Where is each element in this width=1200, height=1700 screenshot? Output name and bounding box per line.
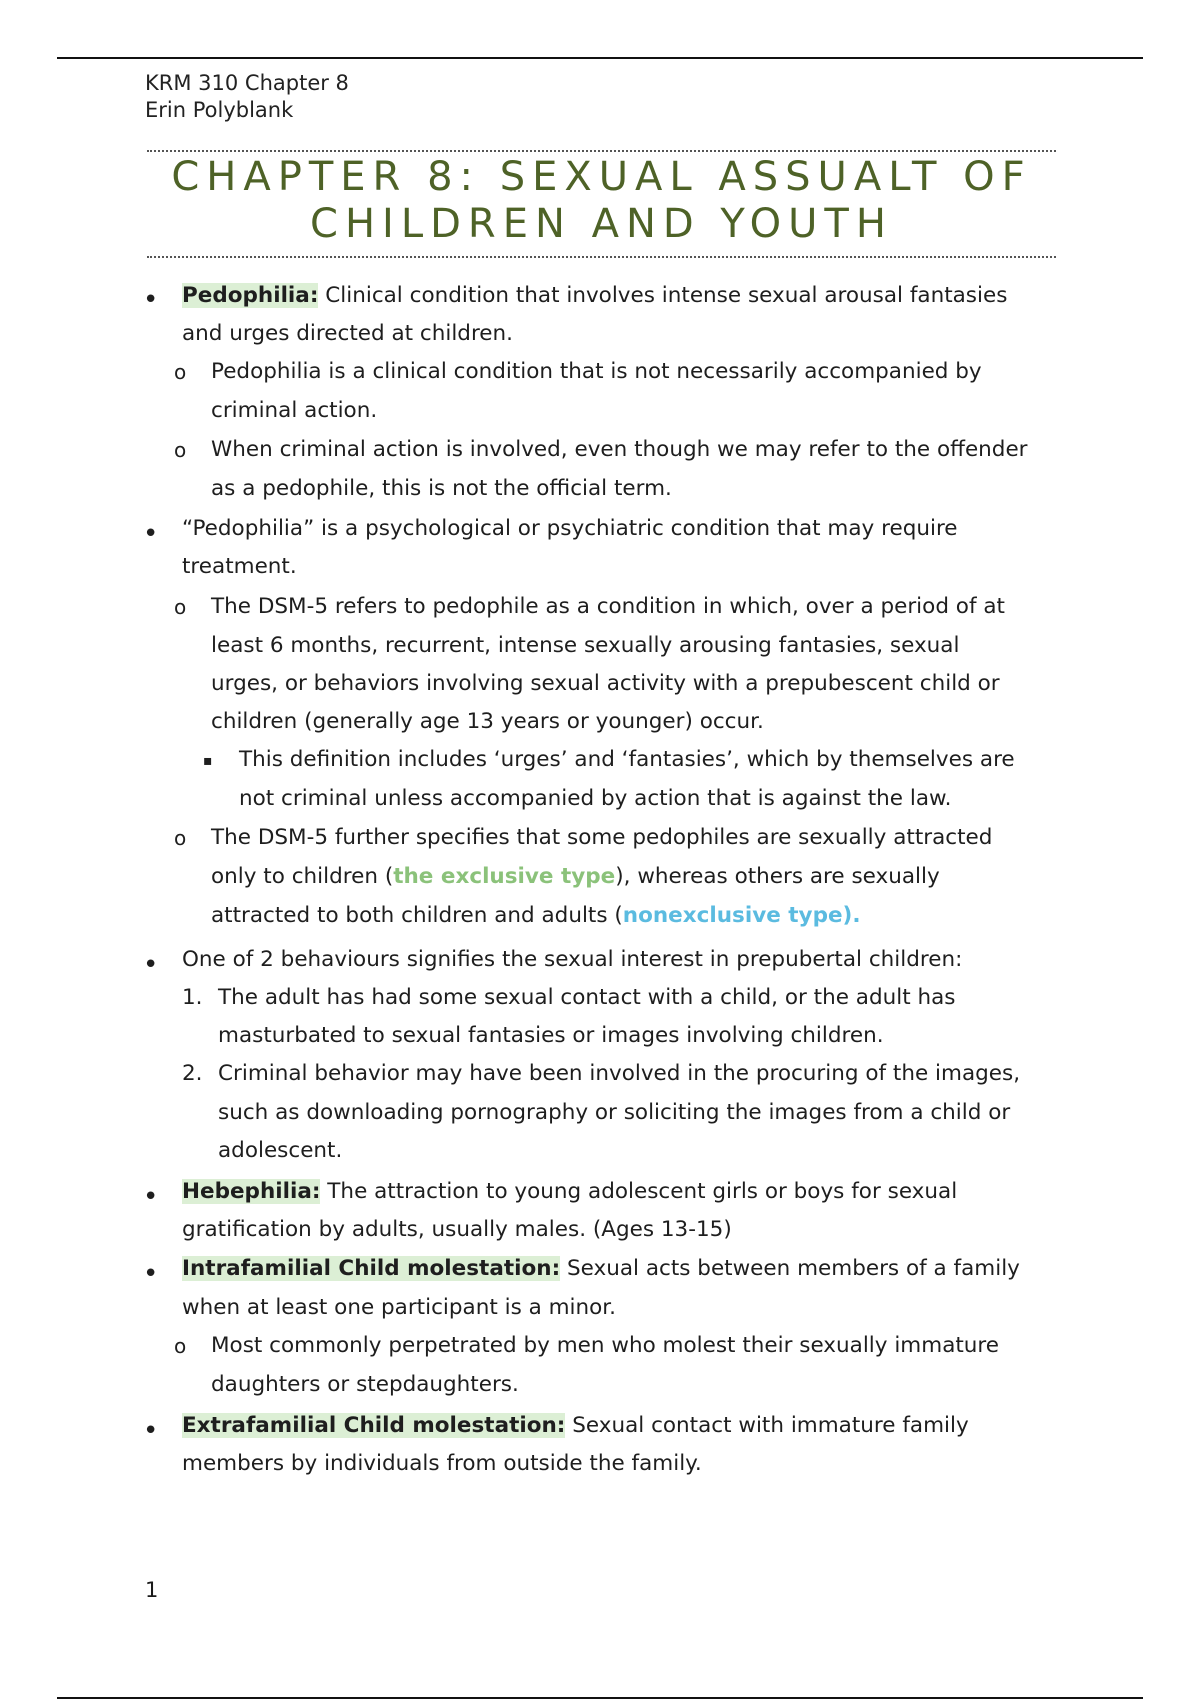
sub-bullet-marker: o bbox=[174, 438, 187, 462]
text-line: adolescent. bbox=[218, 1138, 343, 1163]
sub-bullet-marker: o bbox=[174, 595, 187, 619]
text-line: and urges directed at children. bbox=[182, 321, 513, 346]
list-item: Criminal behavior may have been involved in the procuring of the images, bbox=[218, 1061, 1021, 1086]
text-line: masturbated to sexual fantasies or images involving children. bbox=[218, 1023, 884, 1048]
course-title: KRM 310 Chapter 8 bbox=[145, 71, 349, 95]
text-line: only to children (the exclusive type), whereas others are sexually bbox=[211, 864, 940, 889]
text-line: when at least one participant is a minor. bbox=[182, 1295, 617, 1320]
bullet-marker: • bbox=[143, 285, 159, 315]
list-item: Pedophilia is a clinical condition that is not necessarily accompanied by bbox=[211, 359, 982, 384]
list-item: The adult has had some sexual contact with a child, or the adult has bbox=[218, 985, 956, 1010]
page-number: 1 bbox=[145, 1578, 159, 1602]
text-line: treatment. bbox=[182, 554, 297, 579]
chapter-title-box bbox=[147, 150, 1056, 258]
chapter-title bbox=[147, 152, 1056, 248]
square-bullet-marker: ▪ bbox=[203, 753, 213, 769]
list-item: “Pedophilia” is a psychological or psychiatric condition that may require bbox=[182, 516, 958, 541]
term-pedophilia: Pedophilia: bbox=[182, 283, 319, 308]
list-item: Hebephilia: The attraction to young adolescent girls or boys for sexual bbox=[182, 1179, 958, 1204]
list-item: When criminal action is involved, even though we may refer to the offender bbox=[211, 437, 1028, 462]
chapter-title-line-1: CHAPTER 8: SEXUAL ASSUALT OF bbox=[171, 154, 1032, 200]
text-line: members by individuals from outside the family. bbox=[182, 1451, 702, 1476]
text-line: urges, or behaviors involving sexual activity with a prepubescent child or bbox=[211, 671, 1000, 696]
list-item: The DSM-5 further specifies that some pedophiles are sexually attracted bbox=[211, 825, 993, 850]
footer-rule bbox=[57, 1697, 1143, 1699]
bullet-marker: • bbox=[143, 1182, 159, 1212]
number-marker: 1. bbox=[182, 985, 203, 1010]
text-line: such as downloading pornography or soliciting the images from a child or bbox=[218, 1100, 1011, 1125]
text-line: gratification by adults, usually males. (Ages 13-15) bbox=[182, 1217, 732, 1242]
list-item: Pedophilia: Clinical condition that involves intense sexual arousal fantasies bbox=[182, 283, 1008, 308]
term-hebephilia: Hebephilia: bbox=[182, 1179, 321, 1204]
list-item: One of 2 behaviours signifies the sexual interest in prepubertal children: bbox=[182, 947, 963, 972]
sub-bullet-marker: o bbox=[174, 1334, 187, 1358]
header-rule bbox=[57, 57, 1143, 59]
list-item: This definition includes ‘urges’ and ‘fantasies’, which by themselves are bbox=[239, 747, 1015, 772]
bullet-marker: • bbox=[143, 1259, 159, 1289]
text-line: least 6 months, recurrent, intense sexually arousing fantasies, sexual bbox=[211, 633, 960, 658]
sub-bullet-marker: o bbox=[174, 826, 187, 850]
document-header bbox=[145, 70, 349, 124]
text-line: children (generally age 13 years or younger) occur. bbox=[211, 709, 764, 734]
author-name: Erin Polyblank bbox=[145, 98, 294, 122]
chapter-title-line-2: CHILDREN AND YOUTH bbox=[310, 201, 893, 247]
text-line: as a pedophile, this is not the official term. bbox=[211, 476, 672, 501]
bullet-marker: • bbox=[143, 950, 159, 980]
list-item: Intrafamilial Child molestation: Sexual acts between members of a family bbox=[182, 1256, 1020, 1281]
term-extrafamilial: Extrafamilial Child molestation: bbox=[182, 1413, 566, 1438]
text-line: not criminal unless accompanied by action that is against the law. bbox=[239, 786, 952, 811]
exclusive-type-highlight: the exclusive type bbox=[393, 864, 616, 889]
list-item: Extrafamilial Child molestation: Sexual contact with immature family bbox=[182, 1413, 969, 1438]
list-item: The DSM-5 refers to pedophile as a condition in which, over a period of at bbox=[211, 594, 1005, 619]
text-line: daughters or stepdaughters. bbox=[211, 1372, 519, 1397]
sub-bullet-marker: o bbox=[174, 360, 187, 384]
nonexclusive-type-highlight: nonexclusive type). bbox=[622, 903, 861, 928]
number-marker: 2. bbox=[182, 1061, 203, 1086]
text-line: attracted to both children and adults (nonexclusive type). bbox=[211, 903, 861, 928]
term-intrafamilial: Intrafamilial Child molestation: bbox=[182, 1256, 561, 1281]
bullet-marker: • bbox=[143, 1416, 159, 1446]
text-line: criminal action. bbox=[211, 398, 378, 423]
list-item: Most commonly perpetrated by men who molest their sexually immature bbox=[211, 1333, 1000, 1358]
bullet-marker: • bbox=[143, 519, 159, 549]
